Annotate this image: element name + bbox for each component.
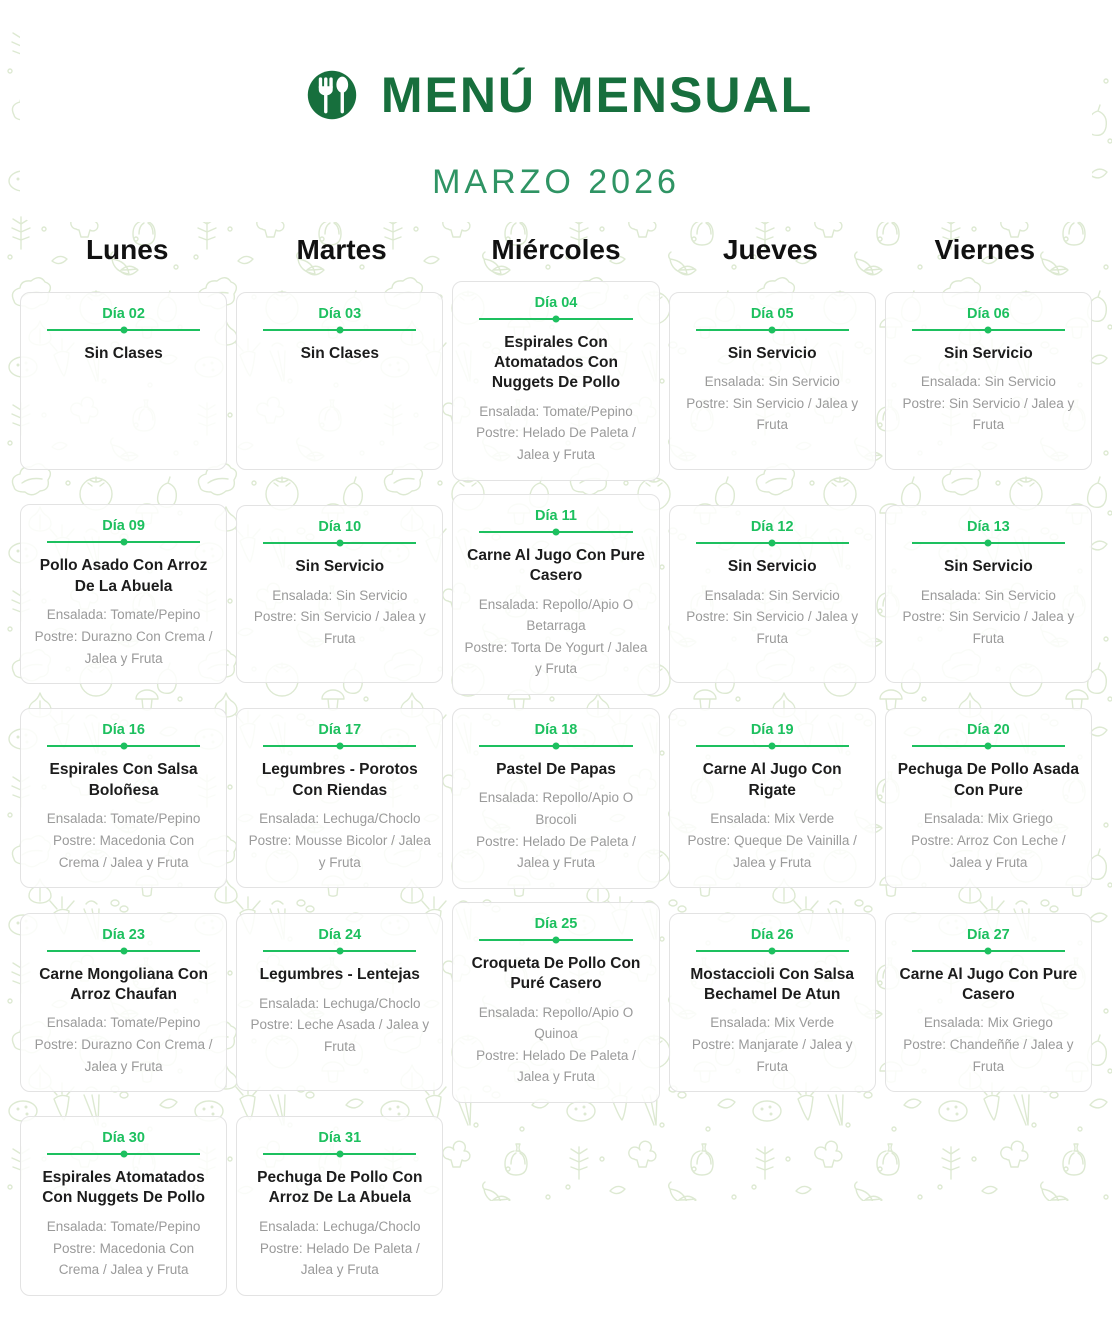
menu-day-card xyxy=(236,708,443,888)
day-divider xyxy=(47,745,200,747)
day-divider xyxy=(912,329,1065,331)
main-dish: Sin Clases xyxy=(300,344,379,362)
day-divider xyxy=(696,745,849,747)
ensalada-line: Ensalada: Mix Verde xyxy=(710,811,835,827)
day-divider xyxy=(47,329,200,331)
menu-day-card xyxy=(236,913,443,1091)
ensalada-line: Ensalada: Repollo/Apio O Quinoa xyxy=(478,1004,634,1042)
menu-day-card xyxy=(452,281,659,481)
menu-day-card xyxy=(669,505,876,683)
postre-line: Postre: Sin Servicio / Jalea y Fruta xyxy=(686,395,859,433)
ensalada-line: Ensalada: Sin Servicio xyxy=(272,587,408,603)
weekday-viernes: Viernes xyxy=(934,233,1036,265)
postre-line: Postre: Mousse Bicolor / Jalea y Fruta xyxy=(248,832,431,870)
ensalada-line: Ensalada: Sin Servicio xyxy=(704,374,840,390)
postre-line: Postre: Sin Servicio / Jalea y Fruta xyxy=(902,609,1075,646)
menu-day-card xyxy=(885,505,1092,683)
postre-line: Postre: Chandeññe / Jalea y Fruta xyxy=(903,1037,1074,1074)
menu-day-card xyxy=(885,708,1092,888)
menu-day-card xyxy=(20,504,227,684)
postre-line: Postre: Torta De Yogurt / Jalea y Fruta xyxy=(464,639,648,677)
postre-line: Postre: Durazno Con Crema / Jalea y Fruta xyxy=(34,628,213,666)
weekday-martes: Martes xyxy=(296,233,387,265)
main-dish: Legumbres - Lentejas xyxy=(259,966,420,984)
day-divider xyxy=(696,542,849,544)
day-divider xyxy=(912,745,1065,747)
menu-day-card xyxy=(669,292,876,470)
postre-line: Postre: Arroz Con Leche / Jalea y Fruta xyxy=(911,832,1066,870)
ensalada-line: Ensalada: Lechuga/Choclo xyxy=(259,811,421,827)
ensalada-line: Ensalada: Mix Griego xyxy=(923,811,1053,827)
main-dish: Sin Servicio xyxy=(944,558,1033,576)
day-divider xyxy=(479,745,632,747)
day-divider xyxy=(479,318,632,320)
day-label: Día 06 xyxy=(967,305,1010,322)
day-label: Día 23 xyxy=(102,926,145,943)
ensalada-line: Ensalada: Sin Servicio xyxy=(920,587,1056,603)
menu-day-card xyxy=(452,902,659,1103)
postre-line: Postre: Sin Servicio / Jalea y Fruta xyxy=(686,609,859,646)
main-dish: Legumbres - Porotos Con Riendas xyxy=(261,761,418,799)
weekday-header-row xyxy=(0,234,1112,266)
menu-day-card xyxy=(452,708,659,889)
ensalada-line: Ensalada: Repollo/Apio O Betarraga xyxy=(478,596,634,634)
postre-line: Postre: Helado De Paleta / Jalea y Fruta xyxy=(476,425,636,463)
day-label: Día 18 xyxy=(534,721,578,738)
main-dish: Carne Al Jugo Con Rigate xyxy=(702,761,842,799)
day-divider xyxy=(912,950,1065,952)
main-dish: Pollo Asado Con Arroz De La Abuela xyxy=(39,557,208,595)
fork-spoon-icon xyxy=(299,62,365,128)
ensalada-line: Ensalada: Tomate/Pepino xyxy=(46,1015,201,1031)
main-dish: Espirales Atomatados Con Nuggets De Pollo xyxy=(42,1169,205,1207)
main-dish: Sin Servicio xyxy=(295,558,385,576)
postre-line: Postre: Macedonia Con Crema / Jalea y Fruta xyxy=(53,832,195,870)
day-label: Día 10 xyxy=(318,519,362,536)
day-label: Día 24 xyxy=(318,927,362,944)
main-dish: Carne Mongoliana Con Arroz Chaufan xyxy=(39,965,208,1003)
postre-line: Postre: Helado De Paleta / Jalea y Fruta xyxy=(476,1047,636,1085)
menu-day-card xyxy=(236,1116,443,1296)
day-label: Día 19 xyxy=(750,722,794,739)
day-label: Día 13 xyxy=(967,519,1010,536)
ensalada-line: Ensalada: Tomate/Pepino xyxy=(46,811,201,827)
postre-line: Postre: Sin Servicio / Jalea y Fruta xyxy=(253,609,426,646)
main-dish: Sin Servicio xyxy=(727,344,817,362)
main-dish: Pastel De Papas xyxy=(496,760,616,778)
day-divider xyxy=(263,950,416,952)
weekday-lunes: Lunes xyxy=(85,233,169,265)
day-label: Día 12 xyxy=(750,519,794,536)
day-label: Día 09 xyxy=(102,518,145,535)
day-divider xyxy=(263,329,416,331)
page-title: MENÚ MENSUAL xyxy=(380,66,814,123)
postre-line: Postre: Helado De Paleta / Jalea y Fruta xyxy=(259,1240,420,1278)
day-divider xyxy=(263,1153,416,1155)
main-dish: Pechuga De Pollo Con Arroz De La Abuela xyxy=(257,1169,423,1207)
menu-day-card xyxy=(669,708,876,888)
day-label: Día 30 xyxy=(102,1130,145,1147)
day-label: Día 31 xyxy=(318,1130,362,1147)
day-divider xyxy=(912,542,1065,544)
ensalada-line: Ensalada: Repollo/Apio O Brocoli xyxy=(478,790,634,827)
postre-line: Postre: Queque De Vainilla / Jalea y Fruta xyxy=(687,832,857,870)
day-label: Día 25 xyxy=(534,915,578,932)
day-label: Día 17 xyxy=(318,722,362,739)
day-label: Día 04 xyxy=(534,294,578,311)
main-dish: Espirales Con Atomatados Con Nuggets De Pollo xyxy=(491,333,621,392)
ensalada-line: Ensalada: Tomate/Pepino xyxy=(46,607,201,623)
day-label: Día 05 xyxy=(750,305,794,322)
menu-day-card xyxy=(236,505,443,683)
menu-day-card xyxy=(20,1116,227,1296)
day-divider xyxy=(47,950,200,952)
main-dish: Pechuga De Pollo Asada Con Pure xyxy=(897,761,1079,799)
main-dish: Croqueta De Pollo Con Puré Casero xyxy=(471,954,641,993)
postre-line: Postre: Macedonia Con Crema / Jalea y Fruta xyxy=(53,1240,195,1278)
day-label: Día 02 xyxy=(102,305,145,322)
main-dish: Carne Al Jugo Con Pure Casero xyxy=(899,965,1078,1003)
main-dish: Sin Servicio xyxy=(727,558,817,576)
day-divider xyxy=(479,531,632,533)
day-divider xyxy=(263,542,416,544)
menu-day-card xyxy=(885,292,1092,470)
ensalada-line: Ensalada: Mix Verde xyxy=(710,1015,835,1031)
menu-day-card xyxy=(20,913,227,1093)
ensalada-line: Ensalada: Tomate/Pepino xyxy=(46,1218,201,1234)
menu-day-card xyxy=(20,708,227,888)
ensalada-line: Ensalada: Tomate/Pepino xyxy=(479,403,633,419)
day-label: Día 16 xyxy=(102,722,145,739)
day-label: Día 03 xyxy=(318,305,362,322)
ensalada-line: Ensalada: Lechuga/Choclo xyxy=(259,995,421,1011)
day-divider xyxy=(696,950,849,952)
menu-grid xyxy=(0,266,1112,1318)
menu-day-card xyxy=(669,913,876,1093)
day-divider xyxy=(479,939,632,941)
day-label: Día 20 xyxy=(967,722,1010,739)
main-dish: Mostaccioli Con Salsa Bechamel De Atun xyxy=(690,965,855,1003)
weekday-miercoles: Miércoles xyxy=(491,233,621,265)
month-subtitle: MARZO 2026 xyxy=(432,162,680,201)
menu-day-card xyxy=(236,292,443,470)
day-divider xyxy=(263,745,416,747)
postre-line: Postre: Helado De Paleta / Jalea y Fruta xyxy=(476,833,636,871)
main-dish: Carne Al Jugo Con Pure Casero xyxy=(467,546,645,585)
postre-line: Postre: Leche Asada / Jalea y Fruta xyxy=(250,1017,430,1055)
day-label: Día 27 xyxy=(967,926,1010,943)
day-divider xyxy=(47,1153,200,1155)
postre-line: Postre: Manjarate / Jalea y Fruta xyxy=(691,1037,853,1074)
main-dish: Espirales Con Salsa Boloñesa xyxy=(49,761,198,799)
day-label: Día 26 xyxy=(750,926,794,943)
ensalada-line: Ensalada: Sin Servicio xyxy=(704,587,840,603)
menu-day-card xyxy=(20,292,227,470)
ensalada-line: Ensalada: Mix Griego xyxy=(923,1015,1053,1031)
menu-day-card xyxy=(452,494,659,695)
menu-day-card xyxy=(885,913,1092,1093)
day-divider xyxy=(47,541,200,543)
ensalada-line: Ensalada: Sin Servicio xyxy=(920,374,1056,390)
header-panel xyxy=(20,19,1092,222)
postre-line: Postre: Durazno Con Crema / Jalea y Fruta xyxy=(34,1037,213,1074)
ensalada-line: Ensalada: Lechuga/Choclo xyxy=(259,1218,421,1234)
day-label: Día 11 xyxy=(535,507,577,524)
day-divider xyxy=(696,329,849,331)
weekday-jueves: Jueves xyxy=(722,233,818,265)
main-dish: Sin Clases xyxy=(84,344,163,362)
main-dish: Sin Servicio xyxy=(944,344,1033,362)
title-row xyxy=(20,35,1092,155)
postre-line: Postre: Sin Servicio / Jalea y Fruta xyxy=(902,395,1075,433)
